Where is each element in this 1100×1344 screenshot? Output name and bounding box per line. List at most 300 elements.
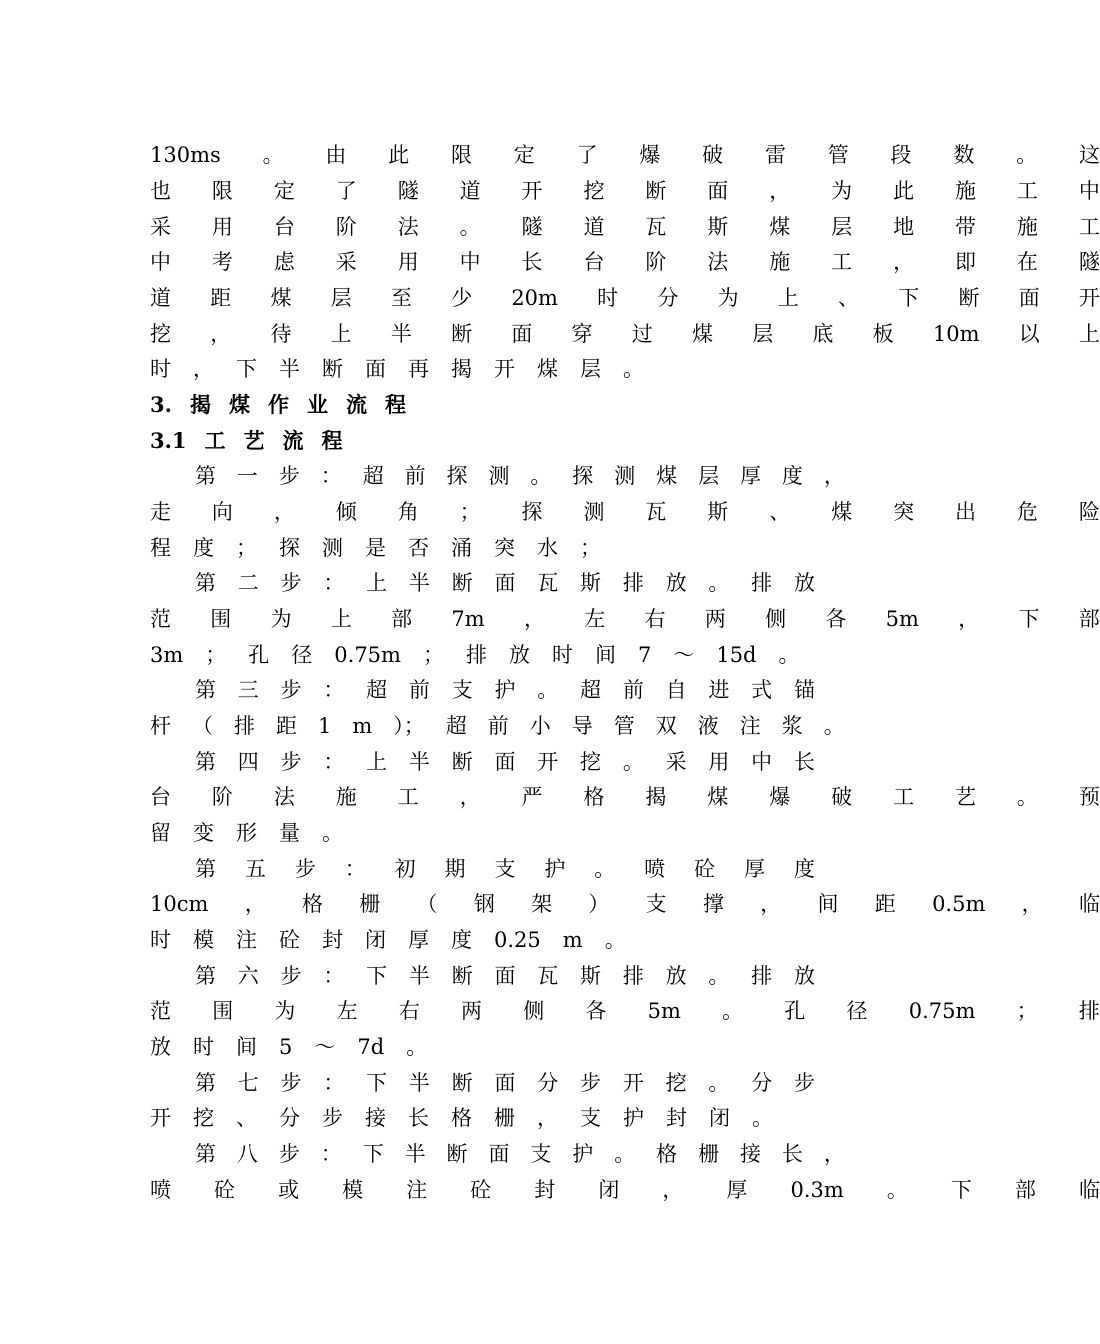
text-token: 格 — [656, 1142, 678, 1166]
text-token: 封 — [322, 928, 343, 952]
text-token: 厚 — [743, 857, 765, 881]
text-token: 道 — [583, 215, 605, 239]
text-token: 模 — [342, 1178, 364, 1202]
text-token: 。 — [537, 678, 559, 702]
text-token: 阶 — [645, 250, 667, 274]
text-token: 式 — [751, 678, 773, 702]
text-token: 定 — [513, 143, 535, 167]
text-token: 采 — [150, 215, 171, 239]
text-token: ， — [958, 607, 980, 631]
text-token: 半 — [408, 750, 430, 774]
text-token: 测 — [583, 500, 605, 524]
text-token: 支 — [530, 1142, 552, 1166]
text-token: 瓦 — [645, 500, 667, 524]
text-token: ； — [236, 536, 257, 560]
text-token: 小 — [529, 714, 551, 738]
text-token: ： — [323, 1071, 345, 1095]
text-token: 孔 — [248, 643, 270, 667]
text-token: 瓦 — [537, 964, 559, 988]
text-token: 时 — [597, 286, 619, 310]
text-token: 架 — [531, 892, 553, 916]
text-token: ： — [320, 1142, 342, 1166]
text-token: 严 — [521, 785, 543, 809]
text-token: 面 — [494, 750, 516, 774]
text-token: 半 — [404, 1142, 426, 1166]
text-token: 测 — [614, 464, 636, 488]
text-token: 支 — [451, 678, 473, 702]
text-token: 了 — [576, 143, 598, 167]
text-token: 栅 — [494, 1106, 515, 1130]
text-token: 。 — [623, 357, 644, 381]
text-token: 破 — [831, 785, 853, 809]
text-line — [195, 674, 815, 706]
text-token: 断 — [451, 571, 473, 595]
text-token: 步 — [322, 1106, 343, 1130]
text-token: 15d — [716, 643, 757, 667]
text-token: 时 — [150, 928, 171, 952]
text-token: 3.1 — [150, 428, 187, 453]
text-token: 初 — [394, 857, 416, 881]
text-token: 隧 — [521, 215, 543, 239]
text-token: 上 — [366, 750, 388, 774]
text-token: ， — [769, 179, 791, 203]
text-token: 少 — [451, 286, 473, 310]
text-token: （ — [416, 892, 438, 916]
text-token: 长 — [793, 750, 815, 774]
text-line — [195, 1138, 845, 1170]
text-token: 量 — [279, 821, 300, 845]
text-token: 自 — [665, 678, 687, 702]
text-token: 时 — [150, 357, 171, 381]
text-token: 液 — [697, 714, 719, 738]
text-token: ； — [1016, 999, 1038, 1023]
text-token: 工 — [204, 428, 226, 453]
text-token: 断 — [322, 357, 343, 381]
text-token: 杆 — [150, 714, 171, 738]
text-token: 道 — [150, 286, 171, 310]
text-token: 探 — [572, 464, 594, 488]
text-token: 作 — [267, 392, 289, 417]
text-token: 第 — [195, 964, 216, 988]
text-token: 开 — [537, 750, 559, 774]
text-token: 程 — [384, 392, 406, 417]
text-token: 10cm — [150, 892, 209, 916]
text-token: 考 — [211, 250, 233, 274]
text-token: 支 — [645, 892, 667, 916]
text-token: 第 — [195, 1071, 216, 1095]
text-token: 断 — [958, 286, 980, 310]
text-token: 二 — [237, 571, 259, 595]
text-line — [195, 960, 815, 992]
text-token: 排 — [465, 643, 487, 667]
text-token: 上 — [777, 286, 799, 310]
text-token: 3m — [150, 643, 184, 667]
text-token: 步 — [280, 571, 302, 595]
text-token: 下 — [950, 1178, 972, 1202]
text-token: 。 — [622, 750, 644, 774]
text-token: 开 — [1078, 286, 1100, 310]
text-token: 厚 — [726, 1178, 748, 1202]
text-token: 形 — [236, 821, 257, 845]
text-token: 挖 — [150, 322, 171, 346]
text-token: 距 — [210, 286, 232, 310]
text-token: 阶 — [335, 215, 357, 239]
text-token: 面 — [494, 1071, 516, 1095]
text-line — [150, 995, 1100, 1027]
text-line — [150, 318, 1100, 350]
text-token: 过 — [631, 322, 653, 346]
text-token: 斯 — [707, 500, 729, 524]
text-token: ， — [823, 1142, 845, 1166]
text-token: 间 — [594, 643, 616, 667]
text-token: 或 — [278, 1178, 300, 1202]
text-token: 面 — [365, 357, 386, 381]
text-line — [150, 139, 1100, 171]
text-token: 面 — [494, 964, 516, 988]
text-token: 面 — [488, 1142, 510, 1166]
text-token: 度 — [781, 464, 803, 488]
text-token: 步 — [280, 678, 302, 702]
text-token: 上 — [330, 322, 352, 346]
text-token: 7m — [451, 607, 485, 631]
text-token: 10m — [932, 322, 980, 346]
text-token: 5 — [279, 1035, 293, 1059]
text-token: 超 — [366, 678, 388, 702]
text-line — [150, 817, 815, 849]
text-token: 封 — [534, 1178, 556, 1202]
text-token: 程 — [321, 428, 343, 453]
text-token: 砼 — [694, 857, 716, 881]
text-token: 放 — [665, 964, 687, 988]
text-token: 注 — [236, 928, 257, 952]
text-token: 板 — [872, 322, 894, 346]
text-token: 隧 — [1078, 250, 1100, 274]
text-token: 水 — [537, 536, 558, 560]
text-token: 0.5m — [932, 892, 986, 916]
text-token: 中 — [459, 250, 481, 274]
text-line — [195, 746, 815, 778]
text-token: 段 — [890, 143, 912, 167]
text-token: 护 — [544, 857, 566, 881]
text-token: ， — [1021, 892, 1043, 916]
text-token: 步 — [580, 1071, 602, 1095]
text-token: ； — [205, 643, 227, 667]
text-token: 带 — [954, 215, 976, 239]
text-token: 煤 — [228, 392, 250, 417]
text-token: 预 — [1078, 785, 1100, 809]
text-token: 步 — [280, 750, 302, 774]
text-token: 施 — [335, 785, 357, 809]
text-token: 开 — [622, 1071, 644, 1095]
text-token: ； — [580, 536, 601, 560]
text-token: 。 — [1016, 143, 1038, 167]
text-token: 半 — [408, 571, 430, 595]
text-token: 下 — [366, 1071, 388, 1095]
text-token: 钢 — [473, 892, 495, 916]
text-token: 前 — [408, 678, 430, 702]
text-token: 下 — [362, 1142, 384, 1166]
text-token: 超 — [445, 714, 467, 738]
text-token: 排 — [751, 964, 773, 988]
text-token: 以 — [1018, 322, 1040, 346]
text-token: 采 — [665, 750, 687, 774]
text-token: 第 — [195, 750, 216, 774]
text-token: 虑 — [273, 250, 295, 274]
text-token: 护 — [572, 1142, 594, 1166]
text-token: 砼 — [470, 1178, 492, 1202]
text-line — [150, 175, 1100, 207]
text-token: 长 — [408, 1106, 429, 1130]
text-token: ～ — [673, 643, 695, 667]
text-token: 两 — [461, 999, 483, 1023]
text-token: ， — [662, 1178, 684, 1202]
text-token: 探 — [446, 464, 468, 488]
text-token: ） — [588, 892, 610, 916]
text-line — [195, 567, 815, 599]
text-token: 断 — [645, 179, 667, 203]
text-token: 流 — [282, 428, 304, 453]
text-token: 涌 — [451, 536, 472, 560]
text-token: 第 — [195, 464, 216, 488]
text-token: 法 — [273, 785, 295, 809]
text-token: 放 — [150, 1035, 171, 1059]
text-token: 限 — [450, 143, 472, 167]
text-line — [150, 246, 1100, 278]
text-token: 此 — [388, 143, 410, 167]
text-token: 程 — [150, 536, 171, 560]
text-token: 即 — [954, 250, 976, 274]
text-token: 下 — [366, 964, 388, 988]
text-token: ～ — [314, 1035, 336, 1059]
text-token: 距 — [874, 892, 896, 916]
text-token: 临 — [1078, 1178, 1100, 1202]
text-token: 。 — [708, 571, 730, 595]
text-line — [150, 603, 1100, 635]
text-token: 放 — [508, 643, 530, 667]
text-token: 业 — [306, 392, 328, 417]
text-token: 径 — [291, 643, 313, 667]
text-token: 。 — [708, 1071, 730, 1095]
text-token: 分 — [537, 1071, 559, 1095]
text-token: 阶 — [211, 785, 233, 809]
text-token: 工 — [831, 250, 853, 274]
text-token: 法 — [707, 250, 729, 274]
text-token: 度 — [451, 928, 472, 952]
text-token: 支 — [494, 857, 516, 881]
text-token: 为 — [270, 607, 292, 631]
text-line — [195, 853, 815, 885]
text-token: 层 — [580, 357, 601, 381]
text-token: 挖 — [193, 1106, 214, 1130]
text-token: 接 — [365, 1106, 386, 1130]
text-token: 下 — [1018, 607, 1040, 631]
text-token: 下 — [236, 357, 257, 381]
text-token: 格 — [583, 785, 605, 809]
text-token: 上 — [1078, 322, 1100, 346]
text-token: 突 — [494, 536, 515, 560]
text-token: 斯 — [580, 571, 602, 595]
text-token: （ — [192, 714, 213, 738]
text-token: 角 — [397, 500, 419, 524]
text-token: 两 — [704, 607, 726, 631]
text-token: 断 — [451, 322, 473, 346]
text-token: 挖 — [580, 750, 602, 774]
text-token: 封 — [666, 1106, 687, 1130]
text-token: 步 — [280, 1071, 302, 1095]
text-token: 揭 — [645, 785, 667, 809]
text-token: 间 — [817, 892, 839, 916]
text-token: 、 — [236, 1106, 257, 1130]
text-token: 用 — [211, 215, 233, 239]
text-token: 断 — [451, 750, 473, 774]
text-token: 此 — [893, 179, 915, 203]
text-token: 时 — [551, 643, 573, 667]
text-token: 面 — [494, 571, 516, 595]
text-line — [150, 282, 1100, 314]
text-token: 面 — [1018, 286, 1040, 310]
text-token: 闭 — [598, 1178, 620, 1202]
text-token: 步 — [278, 1142, 300, 1166]
text-token: ， — [537, 1106, 558, 1130]
text-token: 施 — [769, 250, 791, 274]
text-token: 四 — [237, 750, 259, 774]
text-token: 瓦 — [645, 215, 667, 239]
text-token: 模 — [193, 928, 214, 952]
text-token: 工 — [1078, 215, 1100, 239]
text-token: 部 — [1014, 1178, 1036, 1202]
text-line — [150, 888, 1100, 920]
text-token: 。 — [530, 464, 552, 488]
text-token: 闭 — [709, 1106, 730, 1130]
text-token: 再 — [408, 357, 429, 381]
text-token: ， — [893, 250, 915, 274]
text-token: 至 — [390, 286, 412, 310]
text-token: 砼 — [279, 928, 300, 952]
text-token: 1 — [318, 714, 332, 738]
text-line — [150, 1031, 815, 1063]
text-token: ： — [323, 678, 345, 702]
text-token: 度 — [793, 857, 815, 881]
text-token: 中 — [751, 750, 773, 774]
text-token: 流 — [345, 392, 367, 417]
text-token: 栅 — [698, 1142, 720, 1166]
text-token: 留 — [150, 821, 171, 845]
text-token: 厚 — [739, 464, 761, 488]
section-heading — [150, 389, 815, 421]
text-token: 开 — [521, 179, 543, 203]
text-token: 第 — [195, 1142, 216, 1166]
text-token: 出 — [954, 500, 976, 524]
text-token: 栅 — [359, 892, 381, 916]
text-token: 施 — [954, 179, 976, 203]
subsection-heading — [150, 425, 815, 457]
text-token: ， — [760, 892, 782, 916]
text-token: 断 — [446, 1142, 468, 1166]
text-token: 用 — [397, 250, 419, 274]
text-token: 。 — [594, 857, 616, 881]
text-token: 探 — [521, 500, 543, 524]
text-token: 挖 — [583, 179, 605, 203]
text-token: 了 — [335, 179, 357, 203]
text-token: 浆 — [781, 714, 803, 738]
text-token: 厚 — [408, 928, 429, 952]
text-token: 煤 — [769, 215, 791, 239]
text-token: 突 — [893, 500, 915, 524]
text-token: 。 — [886, 1178, 908, 1202]
text-token: m — [352, 714, 373, 738]
text-token: 侧 — [765, 607, 787, 631]
text-token: 0.25 — [494, 928, 541, 952]
text-token: 是 — [365, 536, 386, 560]
text-token: 前 — [404, 464, 426, 488]
text-token: 层 — [752, 322, 774, 346]
text-token: 超 — [580, 678, 602, 702]
text-token: ， — [459, 785, 481, 809]
text-token: 瓦 — [537, 571, 559, 595]
text-token: 进 — [708, 678, 730, 702]
text-token: 步 — [294, 857, 316, 881]
text-token: 煤 — [831, 500, 853, 524]
text-line — [150, 1174, 1100, 1206]
text-token: 层 — [330, 286, 352, 310]
text-token: 右 — [644, 607, 666, 631]
text-token: 锚 — [793, 678, 815, 702]
text-token: 前 — [622, 678, 644, 702]
text-token: 五 — [244, 857, 266, 881]
text-token: 半 — [408, 1071, 430, 1095]
text-token: 围 — [210, 607, 232, 631]
text-token: 间 — [236, 1035, 257, 1059]
text-token: 采 — [335, 250, 357, 274]
text-token: 部 — [1078, 607, 1100, 631]
text-token: 挖 — [665, 1071, 687, 1095]
text-token: 5m — [885, 607, 919, 631]
text-token: 数 — [953, 143, 975, 167]
text-line — [150, 639, 815, 671]
text-token: 分 — [751, 1071, 773, 1095]
text-token: 0.75m — [908, 999, 976, 1023]
text-token: 艺 — [954, 785, 976, 809]
text-token: ： — [323, 964, 345, 988]
text-token: 施 — [1016, 215, 1038, 239]
text-token: m — [562, 928, 583, 952]
text-token: 7d — [357, 1035, 385, 1059]
text-token: 由 — [325, 143, 347, 167]
text-token: 。 — [722, 999, 744, 1023]
text-token: 限 — [211, 179, 233, 203]
text-token: 长 — [781, 1142, 803, 1166]
text-token: 闭 — [365, 928, 386, 952]
text-token: 步 — [278, 464, 300, 488]
text-token: 。 — [708, 964, 730, 988]
text-token: 前 — [487, 714, 509, 738]
text-line — [150, 532, 815, 564]
text-token: 危 — [1016, 500, 1038, 524]
text-token: 开 — [150, 1106, 171, 1130]
text-token: 排 — [1078, 999, 1100, 1023]
text-token: 半 — [279, 357, 300, 381]
text-token: 时 — [193, 1035, 214, 1059]
text-token: 六 — [237, 964, 259, 988]
text-token: ， — [273, 500, 295, 524]
text-token: 层 — [831, 215, 853, 239]
text-token: 范 — [150, 999, 171, 1023]
text-token: 险 — [1078, 500, 1100, 524]
text-token: 分 — [279, 1106, 300, 1130]
text-token: 第 — [195, 571, 216, 595]
text-token: 揭 — [189, 392, 211, 417]
text-token: 。 — [752, 1106, 773, 1130]
